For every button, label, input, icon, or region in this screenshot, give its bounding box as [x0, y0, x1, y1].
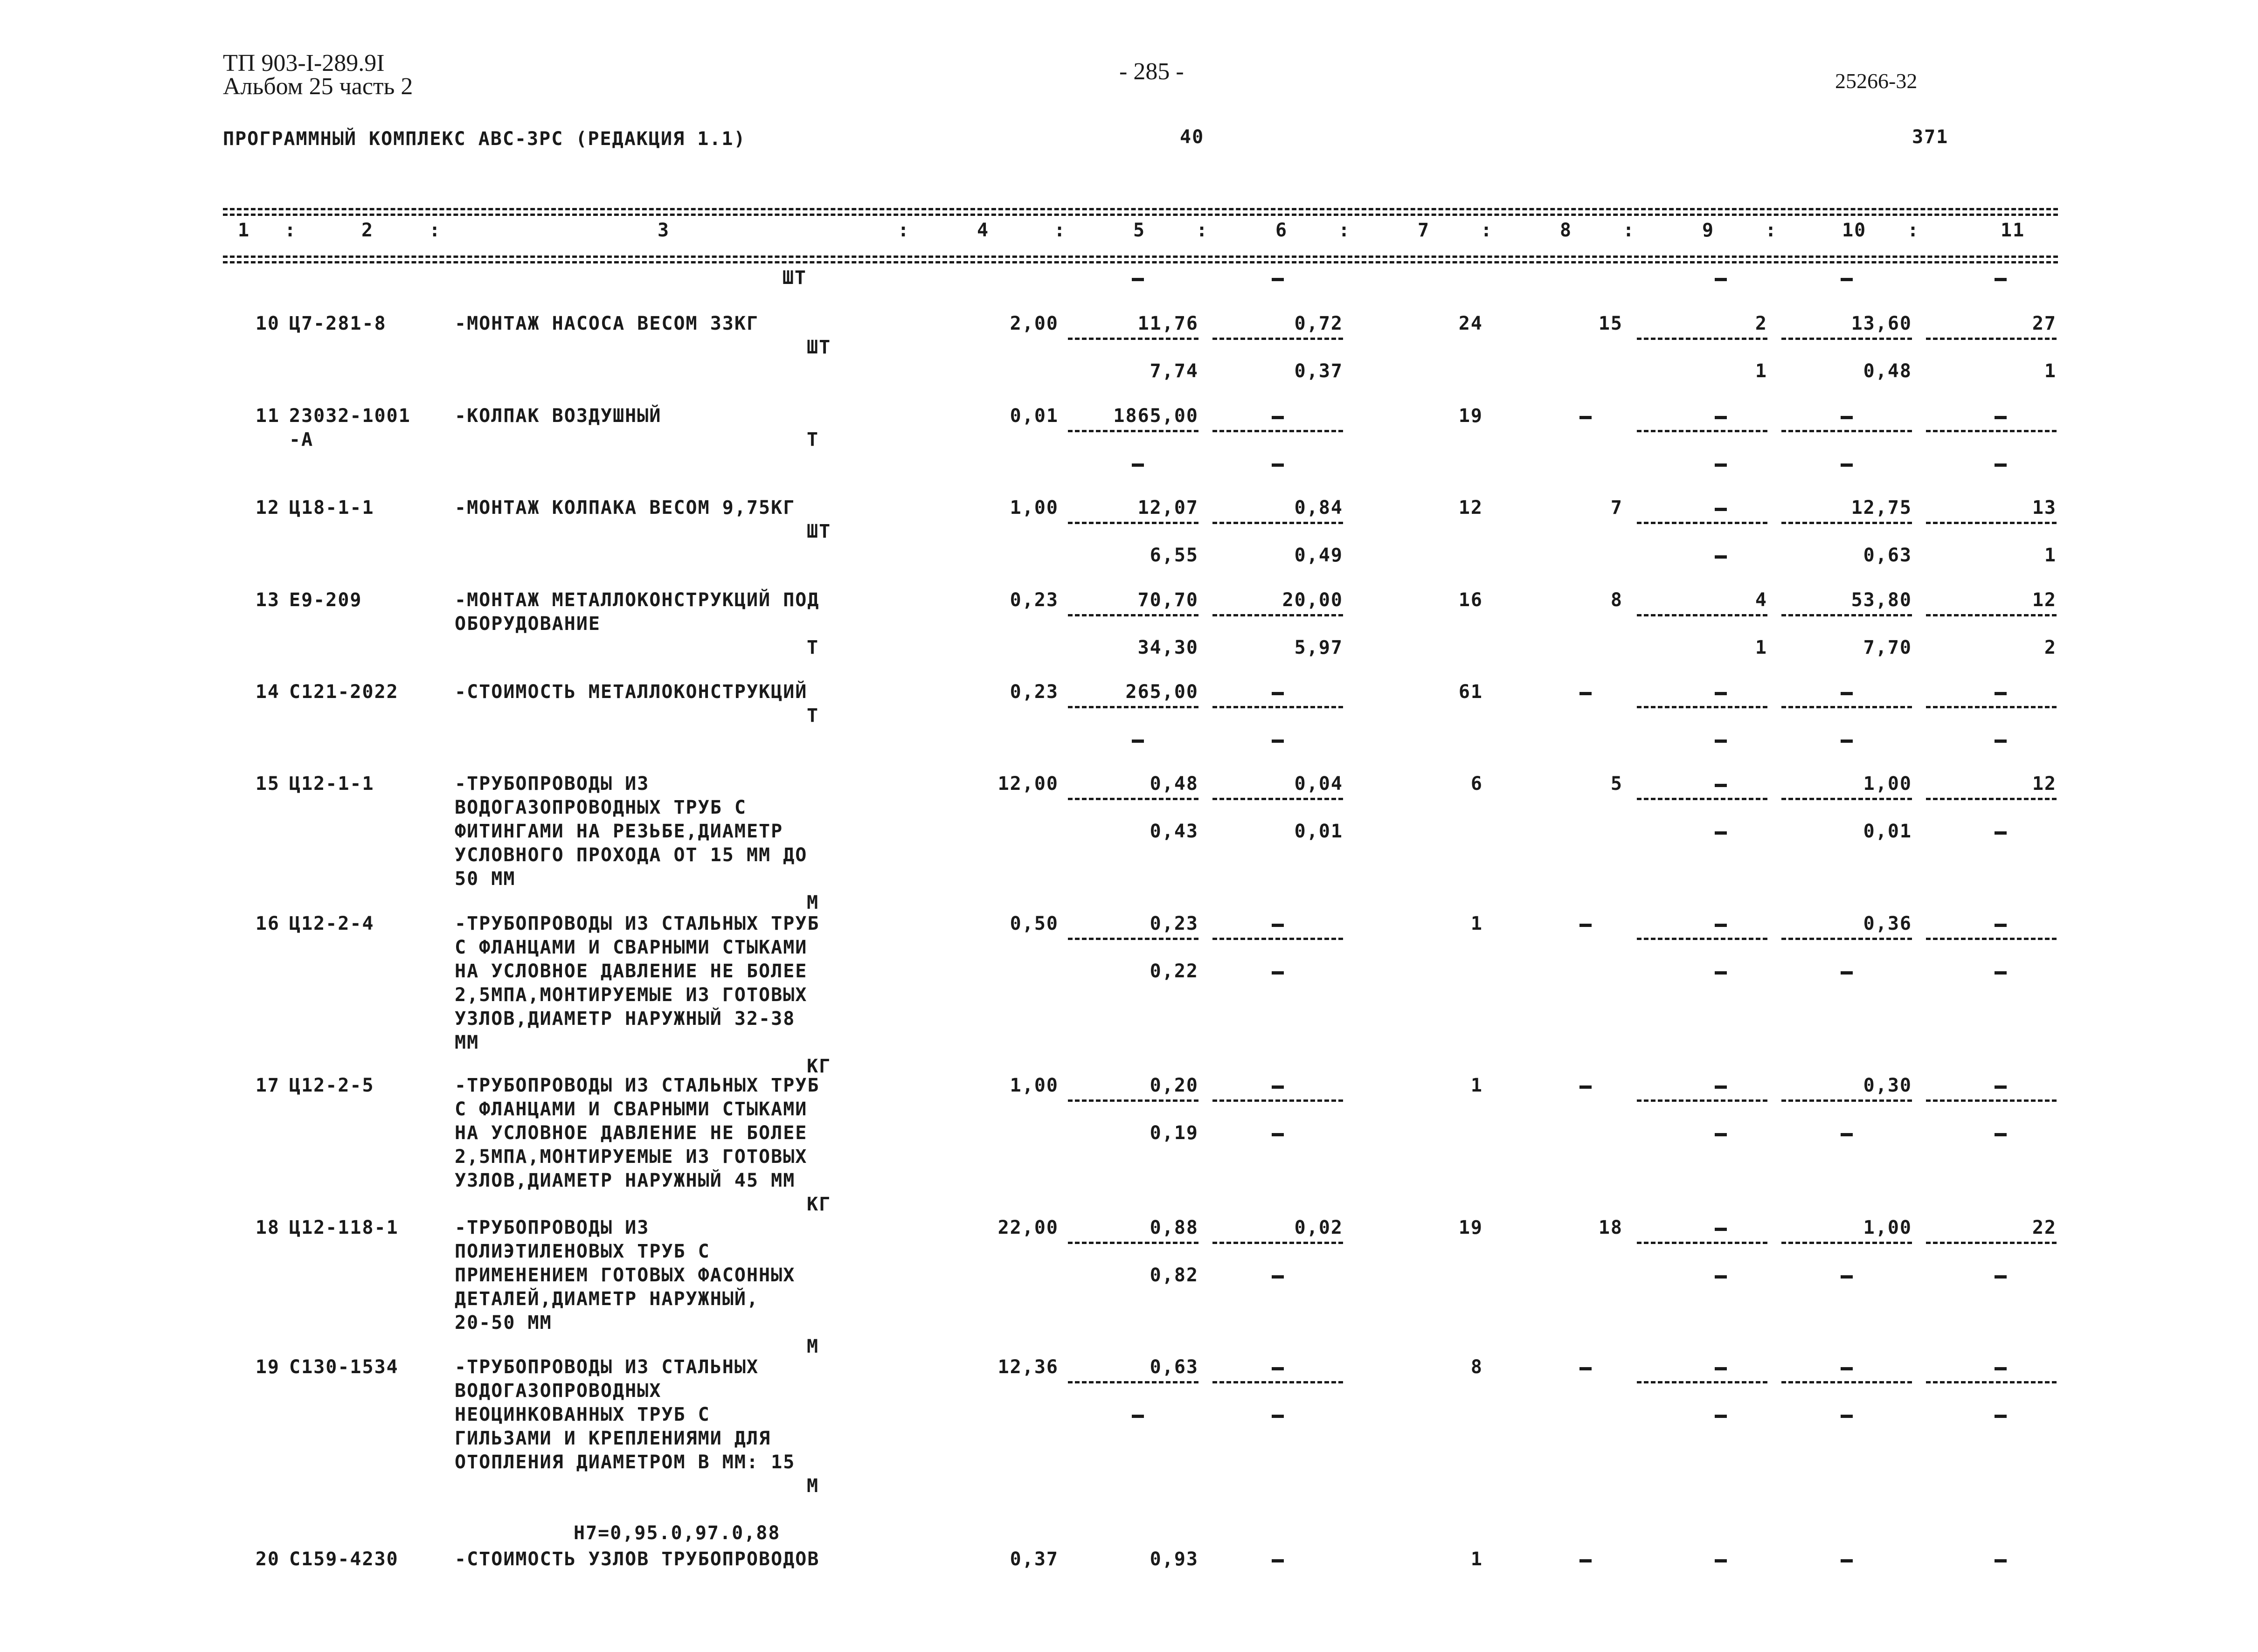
column-separator: : [1338, 220, 1351, 241]
labor-total-dash [1995, 1367, 2007, 1370]
unit-cost-operators-dash [1272, 1275, 1284, 1279]
column-header-5: 5 [1133, 220, 1146, 241]
total-wages-dash [1579, 692, 1592, 695]
fraction-line-c6 [1212, 706, 1343, 708]
column-separator: : [1765, 220, 1778, 241]
row-number: 20 [255, 1548, 280, 1570]
unit-cost-total: 0,63 [1150, 1356, 1198, 1378]
labor-total-dash [1995, 1559, 2007, 1562]
column-header-8: 8 [1560, 220, 1572, 241]
column-header-4: 4 [977, 220, 990, 241]
unit-cost-operators: 0,01 [1294, 821, 1343, 842]
work-description: УСЛОВНОГО ПРОХОДА ОТ 15 ММ ДО [455, 844, 808, 866]
unit-cost-operators: 0,49 [1294, 545, 1343, 566]
fraction-line-c6 [1212, 798, 1343, 800]
qty: 12,00 [997, 773, 1059, 795]
unit-cost-total: 11,76 [1137, 313, 1198, 334]
work-description: ДЕТАЛЕЙ,ДИАМЕТР НАРУЖНЫЙ, [455, 1288, 759, 1310]
fraction-line-c10 [1781, 338, 1912, 340]
norm-code: С130-1534 [289, 1356, 399, 1378]
carry-c10-dash [1841, 278, 1853, 281]
fraction-line-c5 [1068, 614, 1198, 616]
unit-cost-wages: 0,02 [1294, 1217, 1343, 1238]
norm-code: Ц12-118-1 [289, 1217, 399, 1238]
carry-c6-dash [1272, 278, 1284, 281]
work-description: УЗЛОВ,ДИАМЕТР НАРУЖНЫЙ 32-38 [455, 1008, 796, 1030]
fraction-line-c6 [1212, 1381, 1343, 1383]
labor-dash [1841, 1559, 1853, 1562]
fraction-line-c10 [1781, 1242, 1912, 1244]
unit-cost-machines: 0,82 [1150, 1265, 1198, 1286]
total-cost: 24 [1458, 313, 1483, 334]
fraction-line-c9 [1637, 706, 1767, 708]
labor-total-lower-dash [1995, 740, 2007, 743]
unit-cost-machines: 0,22 [1150, 961, 1198, 982]
total-cost: 16 [1458, 589, 1483, 611]
work-description: 2,5МПА,МОНТИРУЕМЫЕ ИЗ ГОТОВЫХ [455, 1146, 808, 1168]
work-description: С ФЛАНЦАМИ И СВАРНЫМИ СТЫКАМИ [455, 1099, 808, 1120]
column-header-11: 11 [2001, 220, 2025, 241]
col9-lower: 1 [1755, 360, 1767, 382]
unit-cost-machines-dash [1132, 463, 1144, 467]
unit-cost-wages-dash [1272, 416, 1284, 419]
work-description: -МОНТАЖ МЕТАЛЛОКОНСТРУКЦИЙ ПОД [455, 589, 820, 611]
work-description: С ФЛАНЦАМИ И СВАРНЫМИ СТЫКАМИ [455, 937, 808, 958]
unit-of-measure: М [807, 1336, 819, 1357]
labor: 13,60 [1851, 313, 1912, 334]
unit-cost-total: 0,93 [1150, 1548, 1198, 1570]
unit-cost-operators-dash [1272, 1133, 1284, 1136]
work-description: -СТОИМОСТЬ МЕТАЛЛОКОНСТРУКЦИЙ [455, 681, 808, 703]
labor-total-dash [1995, 692, 2007, 695]
unit-cost-wages: 0,04 [1294, 773, 1343, 795]
labor-lower-dash [1841, 971, 1853, 975]
unit-of-measure: КГ [807, 1194, 831, 1215]
qty: 0,37 [1010, 1548, 1059, 1570]
column-separator: : [1481, 220, 1493, 241]
labor-total: 12 [2032, 773, 2057, 795]
row-number: 17 [255, 1075, 280, 1096]
unit-cost-machines-dash [1132, 1415, 1144, 1418]
fraction-line-c9 [1637, 614, 1767, 616]
work-description: -ТРУБОПРОВОДЫ ИЗ СТАЛЬНЫХ ТРУБ [455, 1075, 820, 1096]
qty: 1,00 [1010, 497, 1059, 518]
fraction-line-c9 [1637, 338, 1767, 340]
row-number: 10 [255, 313, 280, 334]
fraction-line-c6 [1212, 1242, 1343, 1244]
carry-c11-dash [1995, 278, 2007, 281]
registration-number: 25266-32 [1835, 69, 1918, 93]
norm-code: Ц12-2-5 [289, 1075, 374, 1096]
unit-cost-operators-dash [1272, 463, 1284, 467]
fraction-line-c9 [1637, 938, 1767, 940]
norm-code: -А [289, 429, 314, 450]
unit-of-measure: ШТ [807, 337, 831, 358]
unit-cost-total: 0,23 [1150, 913, 1198, 934]
norm-code: Ц12-1-1 [289, 773, 374, 795]
fraction-line-c5 [1068, 1099, 1198, 1102]
code-371: 371 [1912, 126, 1949, 148]
fraction-line-c5 [1068, 430, 1198, 432]
labor-lower: 0,01 [1863, 821, 1912, 842]
total-cost: 1 [1470, 1075, 1483, 1096]
qty: 2,00 [1010, 313, 1059, 334]
labor-total: 13 [2032, 497, 2057, 518]
total-wages-dash [1579, 924, 1592, 927]
fraction-line-c11 [1926, 938, 2057, 940]
column-header-bottom-rule-2 [223, 261, 2058, 263]
fraction-line-c10 [1781, 522, 1912, 524]
sheet-number: 40 [1180, 126, 1205, 148]
labor-total-lower-dash [1995, 1415, 2007, 1418]
software-title: ПРОГРАММНЫЙ КОМПЛЕКС АВС-3РС (РЕДАКЦИЯ 1.1) [223, 128, 746, 150]
total-wages: 7 [1610, 497, 1623, 518]
labor-lower-dash [1841, 1415, 1853, 1418]
unit-cost-wages-dash [1272, 1559, 1284, 1562]
qty: 0,23 [1010, 589, 1059, 611]
work-description: -КОЛПАК ВОЗДУШНЫЙ [455, 405, 662, 427]
fraction-line-c10 [1781, 706, 1912, 708]
unit-cost-wages-dash [1272, 1085, 1284, 1089]
total-wages-dash [1579, 1559, 1592, 1562]
labor: 0,36 [1863, 913, 1912, 934]
row-number: 15 [255, 773, 280, 795]
fraction-line-c5 [1068, 798, 1198, 800]
row-number: 19 [255, 1356, 280, 1378]
col9-lower-dash [1715, 1415, 1727, 1418]
unit-cost-machines-dash [1132, 740, 1144, 743]
carry-c5-dash [1132, 278, 1144, 281]
labor-lower-dash [1841, 1275, 1853, 1279]
work-description: ФИТИНГАМИ НА РЕЗЬБЕ,ДИАМЕТР [455, 821, 783, 842]
unit-of-measure: КГ [807, 1056, 831, 1077]
labor-total-dash [1995, 924, 2007, 927]
fraction-line-c5 [1068, 522, 1198, 524]
fraction-line-c5 [1068, 938, 1198, 940]
work-description: ПОЛИЭТИЛЕНОВЫХ ТРУБ С [455, 1241, 710, 1262]
column-separator: : [1054, 220, 1067, 241]
labor-total: 22 [2032, 1217, 2057, 1238]
unit-cost-wages-dash [1272, 924, 1284, 927]
fraction-line-c11 [1926, 1099, 2057, 1102]
fraction-line-c10 [1781, 430, 1912, 432]
total-wages: 15 [1598, 313, 1623, 334]
fraction-line-c9 [1637, 522, 1767, 524]
fraction-line-c6 [1212, 522, 1343, 524]
fraction-line-c11 [1926, 798, 2057, 800]
unit-cost-machines: 34,30 [1137, 637, 1198, 658]
unit-cost-total: 1865,00 [1113, 405, 1198, 427]
total-cost: 12 [1458, 497, 1483, 518]
fraction-line-c11 [1926, 338, 2057, 340]
labor: 0,30 [1863, 1075, 1912, 1096]
unit-cost-machines: 7,74 [1150, 360, 1198, 382]
fraction-line-c10 [1781, 1099, 1912, 1102]
total-wages: 8 [1610, 589, 1623, 611]
norm-code: Е9-209 [289, 589, 362, 611]
unit-of-measure: М [807, 892, 819, 913]
norm-code: С159-4230 [289, 1548, 399, 1570]
work-description: ГИЛЬЗАМИ И КРЕПЛЕНИЯМИ ДЛЯ [455, 1428, 771, 1449]
total-wages: 5 [1610, 773, 1623, 795]
unit-cost-total: 0,20 [1150, 1075, 1198, 1096]
labor-total-lower-dash [1995, 971, 2007, 975]
row-number: 16 [255, 913, 280, 934]
labor-lower: 0,48 [1863, 360, 1912, 382]
work-description: УЗЛОВ,ДИАМЕТР НАРУЖНЫЙ 45 ММ [455, 1170, 796, 1191]
column-header-7: 7 [1418, 220, 1430, 241]
fraction-line-c5 [1068, 1242, 1198, 1244]
total-cost: 8 [1470, 1356, 1483, 1378]
unit-cost-operators: 0,37 [1294, 360, 1343, 382]
unit-cost-total: 12,07 [1137, 497, 1198, 518]
column-header-6: 6 [1275, 220, 1288, 241]
qty: 0,01 [1010, 405, 1059, 427]
fraction-line-c5 [1068, 706, 1198, 708]
work-description: НЕОЦИНКОВАННЫХ ТРУБ С [455, 1404, 710, 1425]
column-header-2: 2 [361, 220, 374, 241]
norm-code: Ц12-2-4 [289, 913, 374, 934]
unit-cost-wages: 0,72 [1294, 313, 1343, 334]
col9-dash [1715, 692, 1727, 695]
fraction-line-c11 [1926, 614, 2057, 616]
col9-lower-dash [1715, 971, 1727, 975]
labor-dash [1841, 1367, 1853, 1370]
total-wages-dash [1579, 1085, 1592, 1089]
work-description: -МОНТАЖ НАСОСА ВЕСОМ 33КГ [455, 313, 759, 334]
unit-cost-wages: 20,00 [1282, 589, 1343, 611]
unit-of-measure: М [807, 1475, 819, 1497]
total-cost: 1 [1470, 913, 1483, 934]
labor-total-dash [1995, 416, 2007, 419]
unit-cost-operators-dash [1272, 1415, 1284, 1418]
column-header-bottom-rule [223, 256, 2058, 258]
total-cost: 19 [1458, 1217, 1483, 1238]
fraction-line-c11 [1926, 706, 2057, 708]
norm-code: С121-2022 [289, 681, 399, 703]
fraction-line-c10 [1781, 614, 1912, 616]
fraction-line-c10 [1781, 1381, 1912, 1383]
fraction-line-c11 [1926, 522, 2057, 524]
col9: 4 [1755, 589, 1767, 611]
col9-lower-dash [1715, 1275, 1727, 1279]
labor-total-lower: 1 [2044, 545, 2057, 566]
qty: 0,50 [1010, 913, 1059, 934]
labor-total: 12 [2032, 589, 2057, 611]
unit-cost-machines: 0,43 [1150, 821, 1198, 842]
work-description: -ТРУБОПРОВОДЫ ИЗ [455, 773, 650, 795]
unit-cost-wages-dash [1272, 692, 1284, 695]
row-number: 12 [255, 497, 280, 518]
row-number: 18 [255, 1217, 280, 1238]
labor-lower-dash [1841, 463, 1853, 467]
column-separator: : [1196, 220, 1209, 241]
col9-dash [1715, 1367, 1727, 1370]
total-cost: 19 [1458, 405, 1483, 427]
page-number: - 285 - [1119, 58, 1184, 85]
work-description: -СТОИМОСТЬ УЗЛОВ ТРУБОПРОВОДОВ [455, 1548, 820, 1570]
unit-cost-operators-dash [1272, 971, 1284, 975]
fraction-line-c10 [1781, 798, 1912, 800]
labor-lower-dash [1841, 740, 1853, 743]
labor-lower: 7,70 [1863, 637, 1912, 658]
fraction-line-c6 [1212, 938, 1343, 940]
fraction-line-c9 [1637, 1381, 1767, 1383]
unit-cost-operators-dash [1272, 740, 1284, 743]
column-header-10: 10 [1842, 220, 1867, 241]
row-number: 13 [255, 589, 280, 611]
column-separator: : [284, 220, 297, 241]
fraction-line-c5 [1068, 1381, 1198, 1383]
fraction-line-c9 [1637, 1099, 1767, 1102]
labor-total-dash [1995, 1085, 2007, 1089]
qty: 1,00 [1010, 1075, 1059, 1096]
table-top-rule-2 [223, 214, 2058, 216]
work-description: 2,5МПА,МОНТИРУЕМЫЕ ИЗ ГОТОВЫХ [455, 984, 808, 1006]
unit-cost-wages: 0,84 [1294, 497, 1343, 518]
work-description: ММ [455, 1032, 479, 1053]
col9-dash [1715, 416, 1727, 419]
unit-of-measure: ШТ [807, 521, 831, 542]
labor: 53,80 [1851, 589, 1912, 611]
labor-total-lower-dash [1995, 1133, 2007, 1136]
work-description: ОБОРУДОВАНИЕ [455, 613, 601, 635]
fraction-line-c6 [1212, 1099, 1343, 1102]
column-header-3: 3 [658, 220, 670, 241]
fraction-line-c11 [1926, 430, 2057, 432]
column-header-1: 1 [238, 220, 250, 241]
col9: 2 [1755, 313, 1767, 334]
fraction-line-c6 [1212, 614, 1343, 616]
fraction-line-c5 [1068, 338, 1198, 340]
col9-lower-dash [1715, 1133, 1727, 1136]
fraction-line-c9 [1637, 430, 1767, 432]
row-number: 11 [255, 405, 280, 427]
column-separator: : [429, 220, 442, 241]
carry-c9-dash [1715, 278, 1727, 281]
work-description: ВОДОГАЗОПРОВОДНЫХ ТРУБ С [455, 797, 747, 818]
unit-cost-machines: 0,19 [1150, 1122, 1198, 1144]
norm-code: Ц7-281-8 [289, 313, 387, 334]
qty: 12,36 [997, 1356, 1059, 1378]
col9-lower-dash [1715, 463, 1727, 467]
fraction-line-c11 [1926, 1242, 2057, 1244]
unit-of-measure: Т [807, 705, 819, 726]
norm-code: Ц18-1-1 [289, 497, 374, 518]
fraction-line-c6 [1212, 338, 1343, 340]
total-cost: 6 [1470, 773, 1483, 795]
labor-dash [1841, 692, 1853, 695]
doc-code: ТП 903-I-289.9I [223, 50, 385, 76]
labor-total-lower-dash [1995, 463, 2007, 467]
album-label: Альбом 25 часть 2 [223, 73, 413, 100]
column-separator: : [898, 220, 910, 241]
work-description: -МОНТАЖ КОЛПАКА ВЕСОМ 9,75КГ [455, 497, 796, 518]
unit-cost-total: 0,48 [1150, 773, 1198, 795]
fraction-line-c9 [1637, 798, 1767, 800]
fraction-line-c6 [1212, 430, 1343, 432]
col9-dash [1715, 1559, 1727, 1562]
unit-cost-wages-dash [1272, 1367, 1284, 1370]
unit-of-measure: Т [807, 637, 819, 658]
work-description: ВОДОГАЗОПРОВОДНЫХ [455, 1380, 662, 1402]
work-description: НА УСЛОВНОЕ ДАВЛЕНИЕ НЕ БОЛЕЕ [455, 1122, 808, 1144]
labor-total-lower: 2 [2044, 637, 2057, 658]
column-separator: : [1623, 220, 1635, 241]
column-header-9: 9 [1702, 220, 1715, 241]
norm-code: 23032-1001 [289, 405, 411, 427]
unit-cost-operators: 5,97 [1294, 637, 1343, 658]
labor-lower-dash [1841, 1133, 1853, 1136]
work-description: 50 ММ [455, 868, 516, 890]
total-wages-dash [1579, 1367, 1592, 1370]
total-cost: 61 [1458, 681, 1483, 703]
carry-unit: ШТ [782, 267, 807, 289]
work-description: -ТРУБОПРОВОДЫ ИЗ СТАЛЬНЫХ [455, 1356, 759, 1378]
labor-dash [1841, 416, 1853, 419]
table-top-rule [223, 208, 2058, 210]
work-description: -ТРУБОПРОВОДЫ ИЗ [455, 1217, 650, 1238]
labor-total-lower: 1 [2044, 360, 2057, 382]
col9-lower: 1 [1755, 637, 1767, 658]
labor-total-lower-dash [1995, 1275, 2007, 1279]
qty: 0,23 [1010, 681, 1059, 703]
labor: 1,00 [1863, 1217, 1912, 1238]
work-description: ОТОПЛЕНИЯ ДИАМЕТРОМ В ММ: 15 [455, 1452, 796, 1473]
unit-cost-total: 265,00 [1125, 681, 1198, 703]
fraction-line-c9 [1637, 1242, 1767, 1244]
column-separator: : [1907, 220, 1920, 241]
total-wages-dash [1579, 416, 1592, 419]
col9-lower-dash [1715, 740, 1727, 743]
labor: 12,75 [1851, 497, 1912, 518]
work-description: -ТРУБОПРОВОДЫ ИЗ СТАЛЬНЫХ ТРУБ [455, 913, 820, 934]
labor-lower: 0,63 [1863, 545, 1912, 566]
work-description: 20-50 ММ [455, 1312, 552, 1334]
unit-cost-total: 0,88 [1150, 1217, 1198, 1238]
labor-total-lower-dash [1995, 831, 2007, 835]
total-wages: 18 [1598, 1217, 1623, 1238]
total-cost: 1 [1470, 1548, 1483, 1570]
labor-total: 27 [2032, 313, 2057, 334]
fraction-line-c10 [1781, 938, 1912, 940]
unit-cost-total: 70,70 [1137, 589, 1198, 611]
row-number: 14 [255, 681, 280, 703]
qty: 22,00 [997, 1217, 1059, 1238]
work-description: НА УСЛОВНОЕ ДАВЛЕНИЕ НЕ БОЛЕЕ [455, 961, 808, 982]
labor: 1,00 [1863, 773, 1912, 795]
coefficient-note: Н7=0,95.0,97.0,88 [574, 1522, 781, 1544]
unit-cost-machines: 6,55 [1150, 545, 1198, 566]
fraction-line-c11 [1926, 1381, 2057, 1383]
unit-of-measure: Т [807, 429, 819, 450]
work-description: ПРИМЕНЕНИЕМ ГОТОВЫХ ФАСОННЫХ [455, 1265, 796, 1286]
